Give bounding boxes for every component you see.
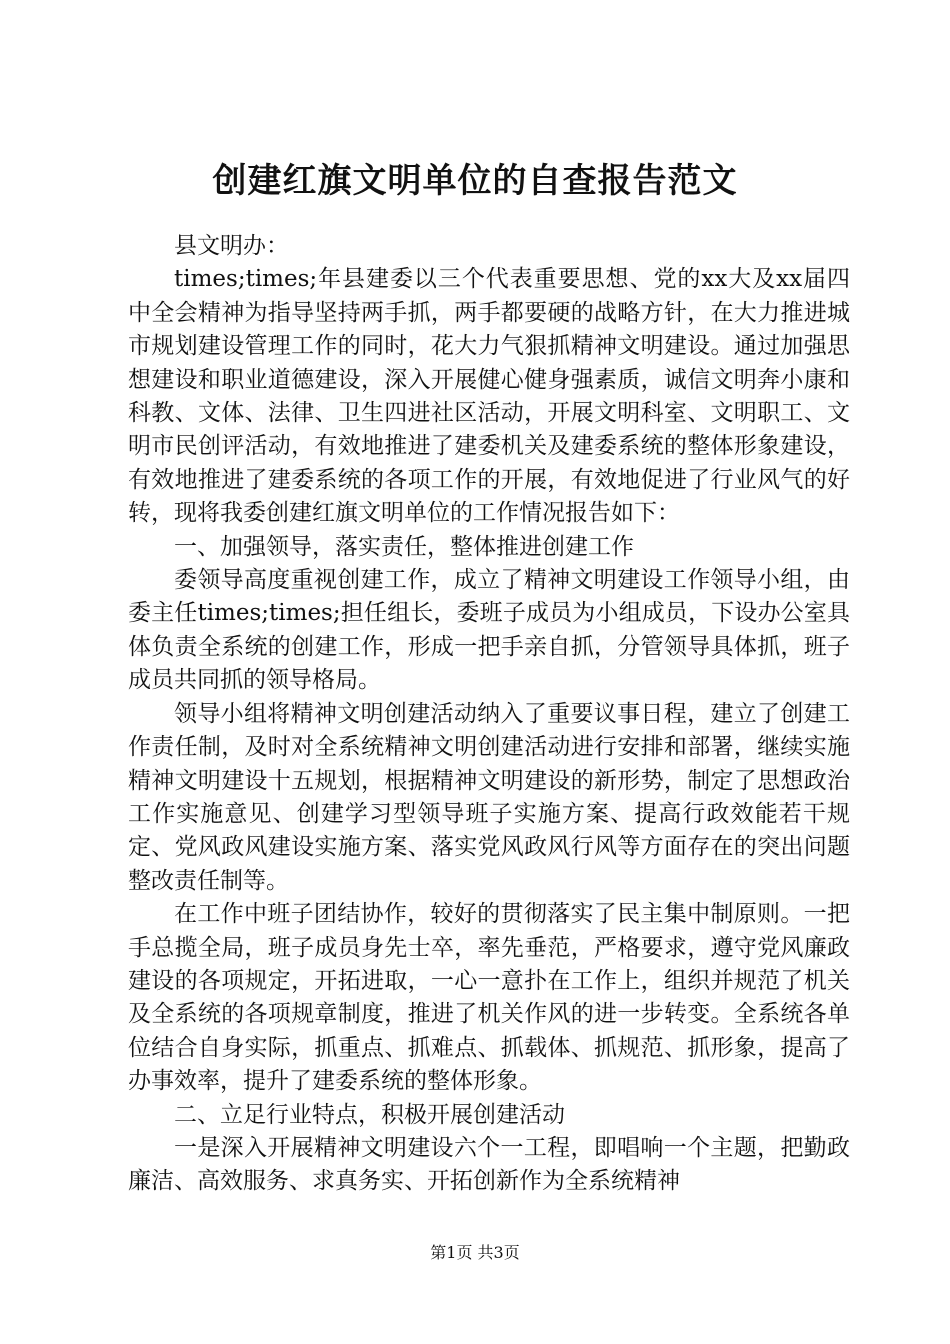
intro-paragraph: times;times;年县建委以三个代表重要思想、党的xx大及xx届四中全会精神为指导坚持两手抓，两手都要硬的战略方针，在大力推进城市规划建设管理工作的同时，花大力气狠抓精神文明建设。通过加强思想建设和职业道德建设，深入开展健心健身强素质，诚信文明奔小康和科教、文体、法律、卫生四进社区活动，开展文明科室、文明职工、文明市民创评活动，有效地推进了建委机关及建委系统的整体形象建设，有效地推进了建委系统的各项工作的开展，有效地促进了行业风气的好转，现将我委创建红旗文明单位的工作情况报告如下： (128, 266, 850, 527)
body-paragraph: 委领导高度重视创建工作，成立了精神文明建设工作领导小组，由委主任times;times;担任组长，委班子成员为小组成员，下设办公室具体负责全系统的创建工作，形成一把手亲自抓，分管领导具体抓，班子成员共同抓的领导格局。 (128, 567, 850, 694)
page-footer: 第1页 共3页 (430, 1243, 520, 1262)
salutation: 县文明办： (174, 233, 289, 259)
document-title: 创建红旗文明单位的自查报告范文 (212, 161, 738, 201)
section-heading-2: 二、立足行业特点，积极开展创建活动 (174, 1101, 565, 1128)
body-paragraph: 在工作中班子团结协作，较好的贯彻落实了民主集中制原则。一把手总揽全局，班子成员身先士卒，率先垂范，严格要求，遵守党风廉政建设的各项规定，开拓进取，一心一意扑在工作上，组织并规范了机关及全系统的各项规章制度，推进了机关作风的进一步转变。全系统各单位结合自身实际，抓重点、抓难点、抓载体、抓规范、抓形象，提高了办事效率，提升了建委系统的整体形象。 (128, 901, 850, 1095)
document-body (128, 230, 850, 1199)
section-heading-1: 一、加强领导，落实责任，整体推进创建工作 (174, 533, 634, 560)
body-paragraph: 一是深入开展精神文明建设六个一工程，即唱响一个主题，把勤政廉洁、高效服务、求真务实、开拓创新作为全系统精神 (128, 1134, 850, 1195)
body-paragraph: 领导小组将精神文明创建活动纳入了重要议事日程，建立了创建工作责任制，及时对全系统精神文明创建活动进行安排和部署，继续实施精神文明建设十五规划，根据精神文明建设的新形势，制定了思想政治工作实施意见、创建学习型领导班子实施方案、提高行政效能若干规定、党风政风建设实施方案、落实党风政风行风等方面存在的突出问题整改责任制等。 (128, 700, 850, 894)
